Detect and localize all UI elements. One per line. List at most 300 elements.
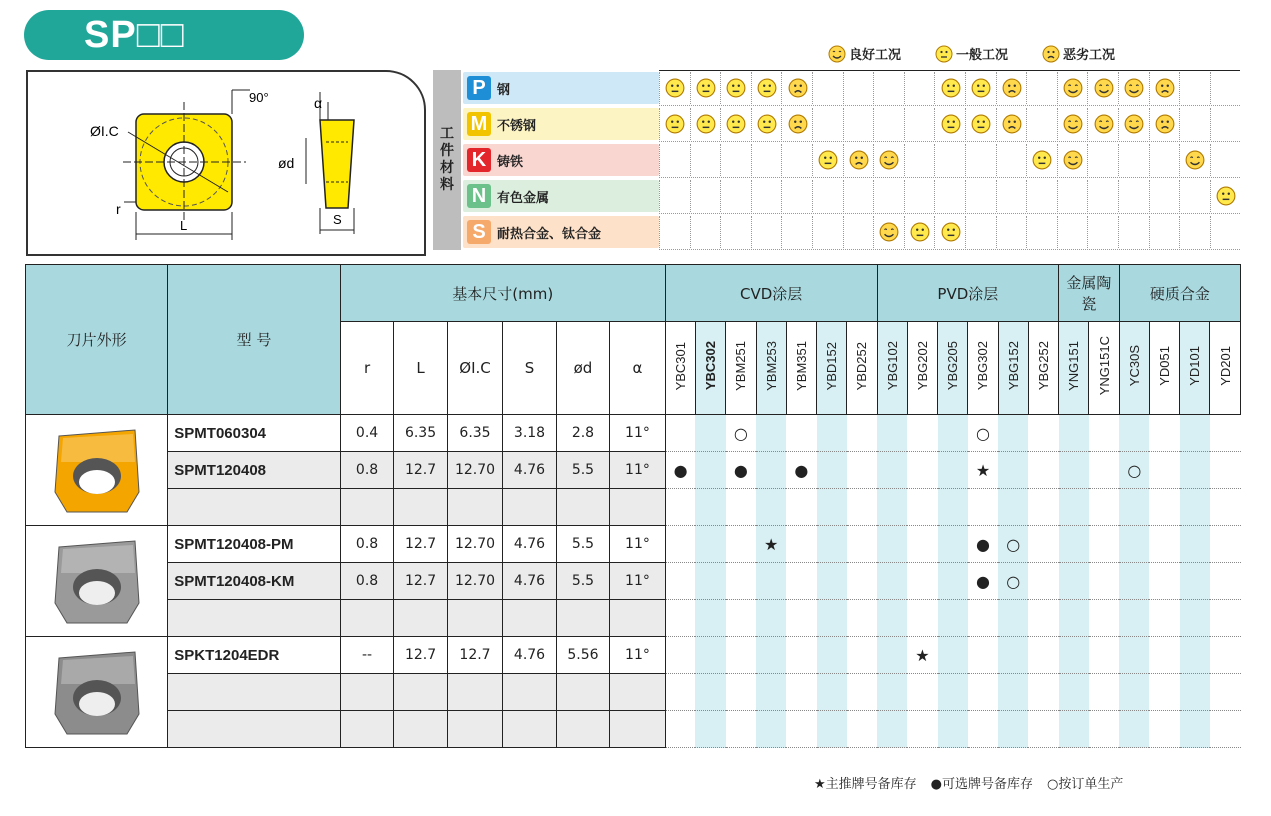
grade-availability-cell xyxy=(756,563,786,600)
grade-availability-cell xyxy=(817,711,847,748)
grade-availability-cell xyxy=(1149,711,1179,748)
grade-availability-cell xyxy=(1089,452,1119,489)
dim-value xyxy=(503,489,556,526)
grade-header: YBC302 xyxy=(695,322,725,415)
dim-value xyxy=(394,674,447,711)
grade-availability-cell xyxy=(938,452,968,489)
dim-value xyxy=(610,674,666,711)
material-grade-cell xyxy=(751,108,783,140)
insert-shape-cell xyxy=(26,415,168,526)
dim-header: ØI.C xyxy=(447,322,503,415)
side-label-char: 件 xyxy=(440,143,454,159)
neutral-face-icon xyxy=(726,114,746,135)
dim-value: 5.5 xyxy=(556,452,609,489)
material-name: 钢 xyxy=(497,82,511,98)
dim-value: 4.76 xyxy=(503,452,556,489)
neutral-face-icon xyxy=(941,222,961,243)
grade-availability-cell xyxy=(1210,489,1241,526)
material-grade-cell xyxy=(934,72,966,104)
material-grade-cell xyxy=(996,72,1028,104)
grade-availability-cell xyxy=(1149,526,1179,563)
grade-availability-cell xyxy=(1180,637,1210,674)
col-cermet: 金属陶瓷 xyxy=(1059,265,1120,322)
grade-availability-cell xyxy=(726,674,756,711)
material-grade-cell xyxy=(1057,72,1089,104)
grade-availability-cell xyxy=(817,452,847,489)
grade-availability-cell xyxy=(1059,600,1089,637)
grade-availability-cell xyxy=(1119,674,1149,711)
dim-value: 6.35 xyxy=(394,415,447,452)
dim-header: S xyxy=(503,322,556,415)
grade-availability-cell xyxy=(847,711,877,748)
dim-value xyxy=(556,711,609,748)
grade-availability-cell xyxy=(786,674,816,711)
page-title: SP□□ xyxy=(24,10,304,60)
grade-availability-cell xyxy=(847,637,877,674)
insert-shape-cell xyxy=(26,637,168,748)
grade-availability-cell xyxy=(786,526,816,563)
material-grade-cell xyxy=(1118,72,1150,104)
grade-availability-cell xyxy=(998,415,1028,452)
grade-availability-cell xyxy=(968,637,998,674)
material-grade-cell xyxy=(965,108,997,140)
grade-availability-cell xyxy=(1119,452,1149,489)
dim-value xyxy=(610,489,666,526)
material-grade-cell xyxy=(781,216,813,248)
grade-availability-cell xyxy=(817,489,847,526)
col-pvd: PVD涂层 xyxy=(877,265,1059,322)
grade-availability-cell xyxy=(786,711,816,748)
grade-header: YBG152 xyxy=(998,322,1028,415)
grade-availability-cell xyxy=(756,674,786,711)
model-cell: SPMT120408-PM xyxy=(168,526,341,563)
grade-availability-cell xyxy=(968,674,998,711)
neutral-face-icon xyxy=(818,150,838,171)
grade-availability-cell xyxy=(968,600,998,637)
legend-item xyxy=(1042,44,1115,63)
grade-availability-cell xyxy=(1210,637,1241,674)
grade-availability-cell xyxy=(968,563,998,600)
neutral-face-icon xyxy=(935,45,953,63)
bad-face-icon xyxy=(1042,45,1060,63)
material-grade-cell xyxy=(1179,180,1211,212)
grade-availability-cell xyxy=(998,600,1028,637)
grade-availability-cell xyxy=(998,452,1028,489)
bad-face-icon xyxy=(1002,114,1022,135)
material-name: 不锈钢 xyxy=(497,118,537,134)
material-grade-cell xyxy=(1087,144,1119,176)
dim-value: 4.76 xyxy=(503,637,556,674)
bad-face-icon xyxy=(849,150,869,171)
material-letter-N: N xyxy=(467,184,491,208)
bad-face-icon xyxy=(788,78,808,99)
material-grade-cell xyxy=(1149,72,1181,104)
dim-value xyxy=(394,600,447,637)
col-carbide: 硬质合金 xyxy=(1119,265,1240,322)
dim-value: 5.5 xyxy=(556,526,609,563)
material-grade-cell xyxy=(1149,108,1181,140)
table-row xyxy=(26,600,1241,637)
material-grade-cell xyxy=(965,180,997,212)
dim-value: 6.35 xyxy=(447,415,503,452)
grade-availability-cell xyxy=(968,711,998,748)
material-grade-cell xyxy=(659,180,691,212)
material-grade-cell xyxy=(781,144,813,176)
material-grade-cell xyxy=(843,72,875,104)
insert-spec-table xyxy=(25,264,1241,748)
good-face-icon xyxy=(1063,150,1083,171)
grade-availability-cell xyxy=(786,563,816,600)
good-face-icon xyxy=(1063,114,1083,135)
grade-availability-cell xyxy=(1119,489,1149,526)
neutral-face-icon xyxy=(971,114,991,135)
dim-header: ød xyxy=(556,322,609,415)
grade-availability-cell xyxy=(1028,637,1058,674)
dim-value: 12.7 xyxy=(447,637,503,674)
dim-value: 11° xyxy=(610,415,666,452)
grade-header: YNG151 xyxy=(1059,322,1089,415)
grade-availability-cell xyxy=(695,452,725,489)
grade-header: YBC301 xyxy=(665,322,695,415)
grade-availability-cell xyxy=(726,637,756,674)
material-grade-cell xyxy=(690,216,722,248)
grade-availability-cell xyxy=(756,711,786,748)
good-face-icon xyxy=(828,45,846,63)
grade-header: YBG205 xyxy=(938,322,968,415)
model-cell xyxy=(168,600,341,637)
material-grade-cell xyxy=(720,144,752,176)
grade-availability-cell xyxy=(1059,415,1089,452)
material-grade-cell xyxy=(965,72,997,104)
grade-availability-cell xyxy=(786,489,816,526)
grade-availability-cell xyxy=(817,674,847,711)
grade-availability-cell xyxy=(907,452,937,489)
availability-mark: ★ xyxy=(915,645,930,665)
grade-availability-cell xyxy=(968,489,998,526)
grade-header: YBG302 xyxy=(968,322,998,415)
grade-availability-cell xyxy=(847,674,877,711)
grade-availability-cell xyxy=(938,563,968,600)
neutral-face-icon xyxy=(665,114,685,135)
model-cell xyxy=(168,674,341,711)
grade-availability-cell xyxy=(1180,452,1210,489)
grade-availability-cell xyxy=(847,526,877,563)
footnote-item: ●可选牌号备库存 xyxy=(930,777,1033,792)
material-letter-M: M xyxy=(467,112,491,136)
grade-header: YNG151C xyxy=(1089,322,1119,415)
material-letter-K: K xyxy=(467,148,491,172)
col-cvd: CVD涂层 xyxy=(665,265,877,322)
grade-availability-cell xyxy=(1028,452,1058,489)
grade-availability-cell xyxy=(938,489,968,526)
bad-face-icon xyxy=(788,114,808,135)
grade-header: YBG202 xyxy=(907,322,937,415)
grade-availability-cell xyxy=(665,526,695,563)
material-grade-cell xyxy=(1118,180,1150,212)
material-grade-cell xyxy=(1057,108,1089,140)
grade-availability-cell xyxy=(786,637,816,674)
material-grade-cell xyxy=(934,108,966,140)
insert-shape-cell xyxy=(26,526,168,637)
grade-availability-cell xyxy=(847,600,877,637)
dim-value xyxy=(394,711,447,748)
grade-availability-cell xyxy=(877,563,907,600)
legend-footnote xyxy=(800,773,1123,792)
material-grade-cell xyxy=(873,144,905,176)
availability-mark: ○ xyxy=(1127,460,1142,480)
grade-header: YBM251 xyxy=(726,322,756,415)
grade-availability-cell xyxy=(877,600,907,637)
material-grade-cell xyxy=(1026,108,1058,140)
availability-mark: ● xyxy=(976,571,990,591)
material-grade-cell xyxy=(996,144,1028,176)
grade-availability-cell xyxy=(877,526,907,563)
material-grade-cell xyxy=(1026,216,1058,248)
grade-availability-cell xyxy=(938,526,968,563)
grade-availability-cell xyxy=(907,415,937,452)
grade-availability-cell xyxy=(968,452,998,489)
grade-availability-cell xyxy=(1089,674,1119,711)
material-grade-cell xyxy=(659,144,691,176)
material-grade-cell xyxy=(873,216,905,248)
grade-availability-cell xyxy=(1119,526,1149,563)
grade-availability-cell xyxy=(877,637,907,674)
grade-availability-cell xyxy=(1028,526,1058,563)
grade-availability-cell xyxy=(907,674,937,711)
material-grade-cell xyxy=(1118,144,1150,176)
material-grade-cell xyxy=(812,216,844,248)
material-grade-cell xyxy=(751,216,783,248)
grade-availability-cell xyxy=(817,600,847,637)
grade-availability-cell xyxy=(1119,711,1149,748)
availability-mark: ● xyxy=(794,460,809,480)
dim-header: L xyxy=(394,322,447,415)
material-letter-P: P xyxy=(467,76,491,100)
grade-header: YC30S xyxy=(1119,322,1149,415)
grade-availability-cell xyxy=(907,489,937,526)
grade-availability-cell xyxy=(1089,489,1119,526)
insert-dimension-diagram xyxy=(26,70,426,256)
grade-availability-cell xyxy=(847,563,877,600)
grade-availability-cell xyxy=(817,563,847,600)
dim-value: 12.7 xyxy=(394,563,447,600)
grade-availability-cell xyxy=(817,526,847,563)
grade-availability-cell xyxy=(1180,563,1210,600)
material-grade-cell xyxy=(1149,144,1181,176)
material-grade-cell xyxy=(934,144,966,176)
material-row-N xyxy=(463,180,659,212)
material-grade-cell xyxy=(904,72,936,104)
material-grade-cell xyxy=(751,72,783,104)
material-grade-cell xyxy=(904,144,936,176)
legend-label: 一般工况 xyxy=(956,48,1009,63)
grade-availability-cell xyxy=(1119,563,1149,600)
dim-value xyxy=(503,711,556,748)
dim-value: 5.5 xyxy=(556,563,609,600)
dim-value: 0.8 xyxy=(340,563,393,600)
dim-value xyxy=(503,674,556,711)
dim-value xyxy=(447,489,503,526)
material-grade-cell xyxy=(934,216,966,248)
L-label: L xyxy=(180,218,188,233)
good-face-icon xyxy=(879,150,899,171)
material-grade-cell xyxy=(812,144,844,176)
grade-availability-cell xyxy=(1028,489,1058,526)
grade-availability-cell xyxy=(695,489,725,526)
grade-availability-cell xyxy=(1149,674,1179,711)
grade-availability-cell xyxy=(695,674,725,711)
neutral-face-icon xyxy=(757,78,777,99)
availability-mark: ● xyxy=(976,534,990,554)
good-face-icon xyxy=(1185,150,1205,171)
material-grade-cell xyxy=(1210,144,1242,176)
grade-header: YBG102 xyxy=(877,322,907,415)
grade-availability-cell xyxy=(1059,563,1089,600)
grade-header: YD101 xyxy=(1180,322,1210,415)
col-shape: 刀片外形 xyxy=(26,265,168,415)
angle-90-label: 90° xyxy=(249,90,269,105)
material-row-K xyxy=(463,144,659,176)
material-grade-cell xyxy=(904,108,936,140)
grade-availability-cell xyxy=(1180,674,1210,711)
material-grade-cell xyxy=(1149,216,1181,248)
good-face-icon xyxy=(879,222,899,243)
side-label-char: 料 xyxy=(440,177,454,193)
material-grade-cell xyxy=(1210,72,1242,104)
dim-value: 0.4 xyxy=(340,415,393,452)
grade-availability-cell xyxy=(1210,526,1241,563)
grade-availability-cell xyxy=(786,600,816,637)
dim-value: -- xyxy=(340,637,393,674)
grade-availability-cell xyxy=(665,637,695,674)
grade-availability-cell xyxy=(1210,415,1241,452)
grade-availability-cell xyxy=(877,489,907,526)
grade-availability-cell xyxy=(665,600,695,637)
alpha-label: α xyxy=(314,95,323,111)
grade-availability-cell xyxy=(1210,600,1241,637)
grade-header: YD201 xyxy=(1210,322,1241,415)
table-row xyxy=(26,563,1241,600)
dim-value: 12.70 xyxy=(447,452,503,489)
grey-pm-insert-image xyxy=(26,533,167,629)
grade-availability-cell xyxy=(1180,415,1210,452)
material-grade-cell xyxy=(781,108,813,140)
grade-availability-cell xyxy=(726,452,756,489)
dim-value: 5.56 xyxy=(556,637,609,674)
material-grade-cell xyxy=(720,216,752,248)
grade-availability-cell xyxy=(1149,563,1179,600)
grade-availability-cell xyxy=(786,452,816,489)
availability-mark: ★ xyxy=(763,534,779,554)
material-grade-cell xyxy=(873,180,905,212)
material-grade-cell xyxy=(1179,216,1211,248)
material-grade-cell xyxy=(873,72,905,104)
dim-value xyxy=(610,600,666,637)
material-grade-cell xyxy=(690,180,722,212)
bad-face-icon xyxy=(1002,78,1022,99)
dim-value: 11° xyxy=(610,526,666,563)
grade-availability-cell xyxy=(907,637,937,674)
bad-face-icon xyxy=(1155,114,1175,135)
good-face-icon xyxy=(1094,78,1114,99)
bad-face-icon xyxy=(1155,78,1175,99)
material-grade-cell xyxy=(965,216,997,248)
material-name: 铸铁 xyxy=(497,154,524,170)
table-row xyxy=(26,489,1241,526)
dim-value: 4.76 xyxy=(503,526,556,563)
dim-value: 11° xyxy=(610,452,666,489)
dim-value: 12.70 xyxy=(447,563,503,600)
dim-value: 12.7 xyxy=(394,637,447,674)
dim-value xyxy=(447,674,503,711)
material-grade-cell xyxy=(904,216,936,248)
material-grade-cell xyxy=(751,144,783,176)
dim-value xyxy=(556,674,609,711)
material-grade-cell xyxy=(1087,108,1119,140)
S-label: S xyxy=(333,212,342,227)
material-grade-cell xyxy=(1026,72,1058,104)
footnote-item: ★主推牌号备库存 xyxy=(814,777,917,792)
model-cell: SPMT120408-KM xyxy=(168,563,341,600)
model-cell: SPMT120408 xyxy=(168,452,341,489)
material-row-P xyxy=(463,72,659,104)
grade-availability-cell xyxy=(847,452,877,489)
material-grade-cell xyxy=(1210,180,1242,212)
grade-availability-cell xyxy=(665,452,695,489)
grade-availability-cell xyxy=(695,637,725,674)
dim-value xyxy=(340,489,393,526)
material-grade-cell xyxy=(843,144,875,176)
material-grade-cell xyxy=(996,180,1028,212)
workpiece-material-chart xyxy=(433,70,1239,254)
grade-availability-cell xyxy=(907,563,937,600)
material-grade-cell xyxy=(843,108,875,140)
grade-availability-cell xyxy=(1059,674,1089,711)
grade-availability-cell xyxy=(756,489,786,526)
grade-availability-cell xyxy=(1119,415,1149,452)
grade-availability-cell xyxy=(1149,452,1179,489)
dim-value xyxy=(340,600,393,637)
dim-value xyxy=(556,600,609,637)
grade-availability-cell xyxy=(726,600,756,637)
grade-availability-cell xyxy=(665,489,695,526)
material-grade-cell xyxy=(1179,72,1211,104)
grade-availability-cell xyxy=(1089,637,1119,674)
grade-availability-cell xyxy=(877,711,907,748)
grade-availability-cell xyxy=(726,563,756,600)
material-grade-cell xyxy=(934,180,966,212)
material-grade-cell xyxy=(1087,180,1119,212)
dim-value: 12.7 xyxy=(394,526,447,563)
r-label: r xyxy=(116,201,121,217)
grade-availability-cell xyxy=(1059,489,1089,526)
grade-header: YBM351 xyxy=(786,322,816,415)
grade-header: YBD252 xyxy=(847,322,877,415)
availability-mark: ● xyxy=(733,460,748,480)
material-grade-cell xyxy=(720,108,752,140)
col-dimensions: 基本尺寸(mm) xyxy=(340,265,665,322)
side-label-char: 工 xyxy=(440,126,454,142)
d-label: ød xyxy=(278,155,295,171)
grade-availability-cell xyxy=(877,415,907,452)
dim-header: r xyxy=(340,322,393,415)
grade-availability-cell xyxy=(1028,674,1058,711)
neutral-face-icon xyxy=(726,78,746,99)
grade-availability-cell xyxy=(1210,563,1241,600)
material-grade-cell xyxy=(843,216,875,248)
grey-edr-insert-image xyxy=(26,644,167,740)
availability-mark: ○ xyxy=(1006,534,1021,554)
